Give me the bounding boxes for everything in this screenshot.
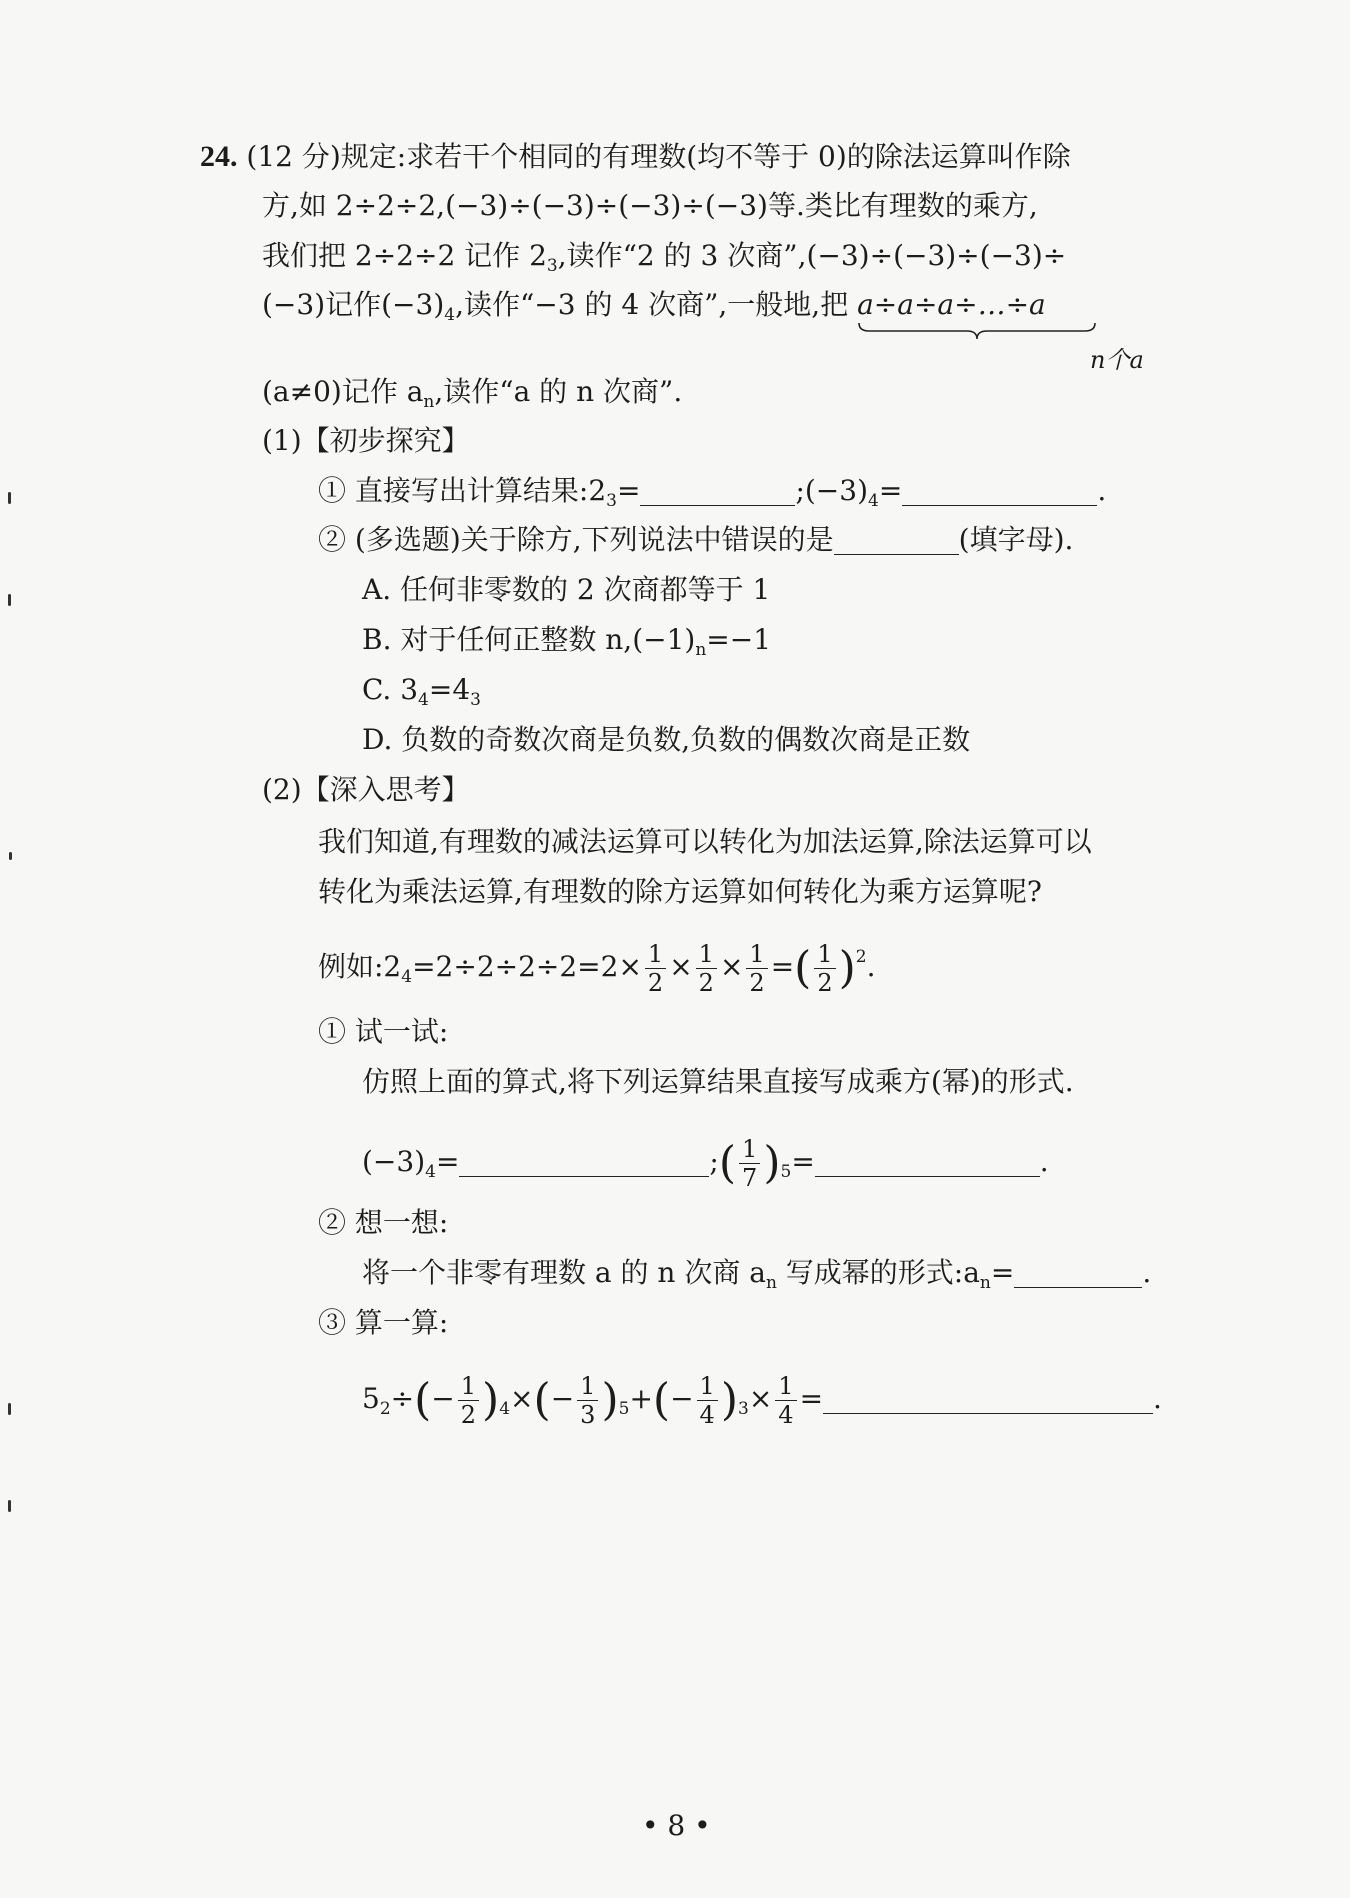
try-text: 仿照上面的算式,将下列运算结果直接写成乘方(幂)的形式. [362,1065,1074,1098]
text: 将一个非零有理数 a 的 n 次商 a [362,1256,766,1289]
option-c [362,670,481,720]
numerator: 1 [647,940,664,968]
scan-mark [8,1500,11,1512]
text: × [748,1382,773,1415]
text: ,读作“a 的 n 次商”. [434,375,683,408]
text: B. 对于任何正整数 n,(−1) [362,623,696,656]
part2-intro-2: 转化为乘法运算,有理数的除方运算如何转化为乘方运算呢? [318,875,1042,908]
numerator: 1 [817,940,833,968]
text: ,读作“−3 的 4 次商”,一般地,把 [455,288,849,321]
text: = [791,1145,815,1178]
text: × [719,950,744,983]
underbrace-expression [857,285,1046,325]
text: 5 [362,1382,380,1415]
fraction [746,940,767,997]
numerator: 1 [742,1135,758,1163]
denominator: 2 [746,968,767,997]
question-line-3 [262,236,1066,286]
scan-mark [8,1403,11,1415]
think-text [362,1253,1151,1303]
text: 例如:2 [318,950,402,983]
question-number: 24. [200,140,238,173]
left-paren: ( [533,1374,551,1426]
subscript: 3 [606,491,617,511]
text: . [1097,474,1107,507]
page-number: • 8 • [642,1809,711,1842]
question-line-2: 方,如 2÷2÷2,(−3)÷(−3)÷(−3)÷(−3)等.类比有理数的乘方, [262,189,1038,222]
brace-label [1090,340,1144,380]
subscript: 5 [780,1162,792,1182]
scan-mark [8,594,11,606]
fraction [645,940,666,997]
text: ; [709,1145,719,1178]
subscript: n [695,640,707,660]
part1-header: (1)【初步探究】 [262,424,470,457]
option-d: D. 负数的奇数次商是负数,负数的偶数次商是正数 [362,723,971,756]
left-paren: ( [652,1374,671,1426]
text: =4 [428,673,471,706]
text: =−1 [706,623,772,656]
try-title: ① 试一试: [318,1015,449,1048]
subscript: 4 [401,967,413,987]
text: (−3)记作(−3) [262,288,445,321]
subscript: 2 [379,1399,391,1419]
subscript: 4 [418,690,429,710]
text: = [990,1256,1015,1289]
part1-q1 [318,471,1106,521]
underbrace-icon [857,321,1097,341]
text: . [1142,1256,1152,1289]
option-b [362,620,771,670]
fraction [814,940,835,997]
right-paren: ) [482,1374,500,1426]
text: 我们把 2÷2÷2 记作 2 [262,239,547,272]
fraction [458,1372,479,1429]
subscript: 3 [546,256,558,276]
text: = [616,474,641,507]
denominator: 4 [697,1400,718,1429]
subscript: n [765,1273,777,1293]
fraction [775,1372,796,1429]
text: ;(−3) [795,474,869,507]
text: =2÷2÷2÷2=2× [412,950,642,983]
subscript: 5 [618,1399,630,1419]
superscript: 2 [855,947,867,967]
denominator: 2 [696,968,717,997]
numerator: 1 [778,1372,794,1400]
question-line-1 [200,137,1071,177]
answer-blank[interactable] [823,1385,1153,1414]
answer-blank[interactable] [902,477,1097,506]
question-line-5 [262,372,682,422]
try-expression [362,1135,1049,1192]
text: + [629,1382,653,1415]
brace-expression-text: a÷a÷a÷…÷a [857,288,1046,321]
left-paren: ( [794,942,812,994]
subscript: 4 [868,491,879,511]
text: . [1039,1145,1049,1178]
numerator: 1 [580,1372,596,1400]
fraction [739,1135,760,1192]
left-paren: ( [414,1374,432,1426]
left-paren: ( [718,1137,737,1189]
part2-intro-1: 我们知道,有理数的减法运算可以转化为加法运算,除法运算可以 [318,825,1092,858]
text: × [510,1382,534,1415]
fraction [577,1372,598,1429]
numerator: 1 [460,1372,477,1400]
subscript: 3 [738,1399,749,1419]
fraction [696,940,717,997]
text: ,读作“2 的 3 次商”,(−3)÷(−3)÷(−3)÷ [557,239,1067,272]
denominator: 7 [739,1163,760,1192]
numerator: 1 [699,1372,715,1400]
text: − [550,1382,575,1415]
scan-mark [8,492,11,504]
subscript: 3 [470,690,481,710]
fraction [697,1372,718,1429]
question-line-4 [262,285,1046,335]
text: × [669,950,693,983]
brace-label-text: n个a [1090,346,1144,374]
denominator: 2 [458,1400,479,1429]
subscript: 4 [444,305,456,325]
answer-blank[interactable] [640,477,795,506]
answer-blank[interactable] [1014,1259,1142,1288]
answer-blank[interactable] [815,1148,1040,1177]
text: (a≠0)记作 a [262,375,424,408]
text: (填字母). [958,523,1074,556]
text: ② (多选题)关于除方,下列说法中错误的是 [318,523,834,556]
right-paren: ) [720,1374,738,1426]
subscript: 4 [425,1162,436,1182]
numerator: 1 [749,940,765,968]
text: = [799,1382,824,1415]
text: (−3) [362,1145,426,1178]
text: ① 直接写出计算结果:2 [318,474,607,507]
subscript: n [979,1273,991,1293]
denominator: 2 [645,968,666,997]
text: − [431,1382,455,1415]
answer-blank[interactable] [459,1148,709,1177]
calc-title: ③ 算一算: [318,1306,449,1339]
numerator: 1 [698,940,714,968]
calc-expression [362,1372,1162,1429]
question-text: (12 分)规定:求若干个相同的有理数(均不等于 0)的除法运算叫作除 [246,140,1071,173]
text: = [878,474,903,507]
denominator: 4 [775,1400,796,1429]
subscript: n [423,392,435,412]
denominator: 2 [814,968,835,997]
think-title: ② 想一想: [318,1206,449,1239]
text: = [435,1145,460,1178]
right-paren: ) [838,942,856,994]
denominator: 3 [577,1400,598,1429]
text: − [670,1382,694,1415]
part2-header: (2)【深入思考】 [262,773,470,806]
scan-mark [9,852,12,860]
text: ÷ [390,1382,415,1415]
text: = [770,950,795,983]
text: 写成幂的形式:a [776,1256,980,1289]
right-paren: ) [763,1137,781,1189]
text: C. 3 [362,673,419,706]
text: . [866,950,876,983]
right-paren: ) [601,1374,619,1426]
example-line [318,937,876,997]
text: . [1153,1382,1162,1415]
option-a: A. 任何非零数的 2 次商都等于 1 [362,573,771,606]
part1-q2 [318,520,1073,560]
answer-blank[interactable] [834,526,959,555]
subscript: 4 [499,1399,511,1419]
